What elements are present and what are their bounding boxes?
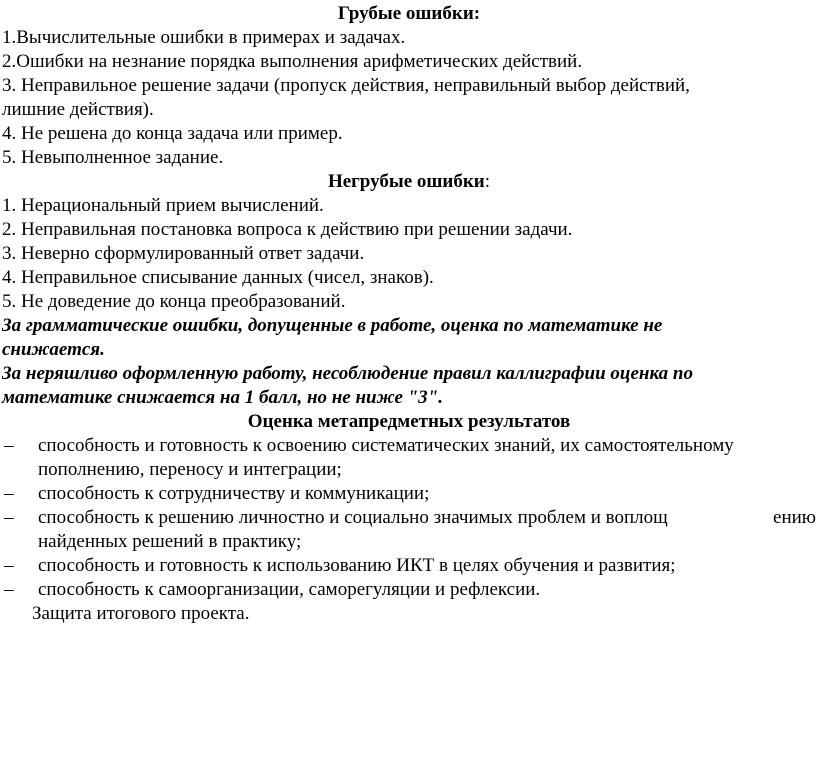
- sloppy-note-line1: За неряшливо оформленную работу, несоблюдение правил каллиграфии оценка по: [2, 363, 693, 384]
- meta-item-1: [2, 434, 816, 482]
- meta-item-1-line1: способность и готовность к освоению систематических знаний, их самостоятельному: [38, 435, 734, 456]
- dash-icon: –: [4, 579, 14, 600]
- meta-item-2: [2, 482, 816, 506]
- meta-item-1-line2: пополнению, переносу и интеграции;: [38, 459, 342, 480]
- minor-error-item-3: 3. Неверно сформулированный ответ задачи.: [2, 243, 365, 264]
- minor-errors-heading: [2, 170, 816, 194]
- minor-error-item-5: 5. Не доведение до конца преобразований.: [2, 291, 346, 312]
- meta-item-5-line1: способность к самоорганизации, саморегуляции и рефлексии.: [38, 579, 541, 600]
- dash-icon: –: [4, 507, 14, 528]
- gross-error-item-3: 3. Неправильное решение задачи (пропуск действия, неправильный выбор действий,: [2, 75, 690, 96]
- meta-item-2-line1: способность к сотрудничеству и коммуникации;: [38, 483, 430, 504]
- dash-icon: –: [4, 555, 14, 576]
- sloppy-note-line2: математике снижается на 1 балл, но не ниже "3".: [2, 387, 443, 408]
- meta-item-3-line1: способность к решению личностно и социально значимых проблем и воплощ: [38, 507, 668, 528]
- gross-error-item-4: 4. Не решена до конца задача или пример.: [2, 123, 343, 144]
- meta-item-5: [2, 578, 816, 602]
- grammar-note-line2: снижается.: [2, 339, 105, 360]
- meta-item-3-line2: найденных решений в практику;: [38, 531, 302, 552]
- gross-error-item-5: 5. Невыполненное задание.: [2, 147, 224, 168]
- minor-error-item-4: 4. Неправильное списывание данных (чисел, знаков).: [2, 267, 434, 288]
- meta-item-4-line1: способность и готовность к использованию ИКТ в целях обучения и развития;: [38, 555, 676, 576]
- gross-errors-title: Грубые ошибки:: [337, 3, 481, 24]
- minor-errors-title: Негрубые ошибки: [327, 171, 485, 192]
- meta-item-3-line1-wrap: [38, 506, 816, 530]
- gross-error-item-2: 2.Ошибки на незнание порядка выполнения арифметических действий.: [2, 51, 583, 72]
- meta-results-title: Оценка метапредметных результатов: [247, 411, 571, 432]
- grammar-note-line1: За грамматические ошибки, допущенные в работе, оценка по математике не: [2, 315, 663, 336]
- meta-item-3: [2, 506, 816, 554]
- gross-error-item-1: 1.Вычислительные ошибки в примерах и задачах.: [2, 27, 406, 48]
- meta-item-3-tail: ению: [773, 507, 816, 528]
- minor-errors-colon: :: [484, 171, 491, 192]
- dash-icon: –: [4, 483, 14, 504]
- final-project: Защита итогового проекта.: [32, 603, 250, 624]
- dash-icon: –: [4, 435, 14, 456]
- meta-item-4: [2, 554, 816, 578]
- minor-error-item-2: 2. Неправильная постановка вопроса к действию при решении задачи.: [2, 219, 573, 240]
- gross-error-item-3-cont: лишние действия).: [2, 99, 154, 120]
- minor-error-item-1: 1. Нерациональный прием вычислений.: [2, 195, 324, 216]
